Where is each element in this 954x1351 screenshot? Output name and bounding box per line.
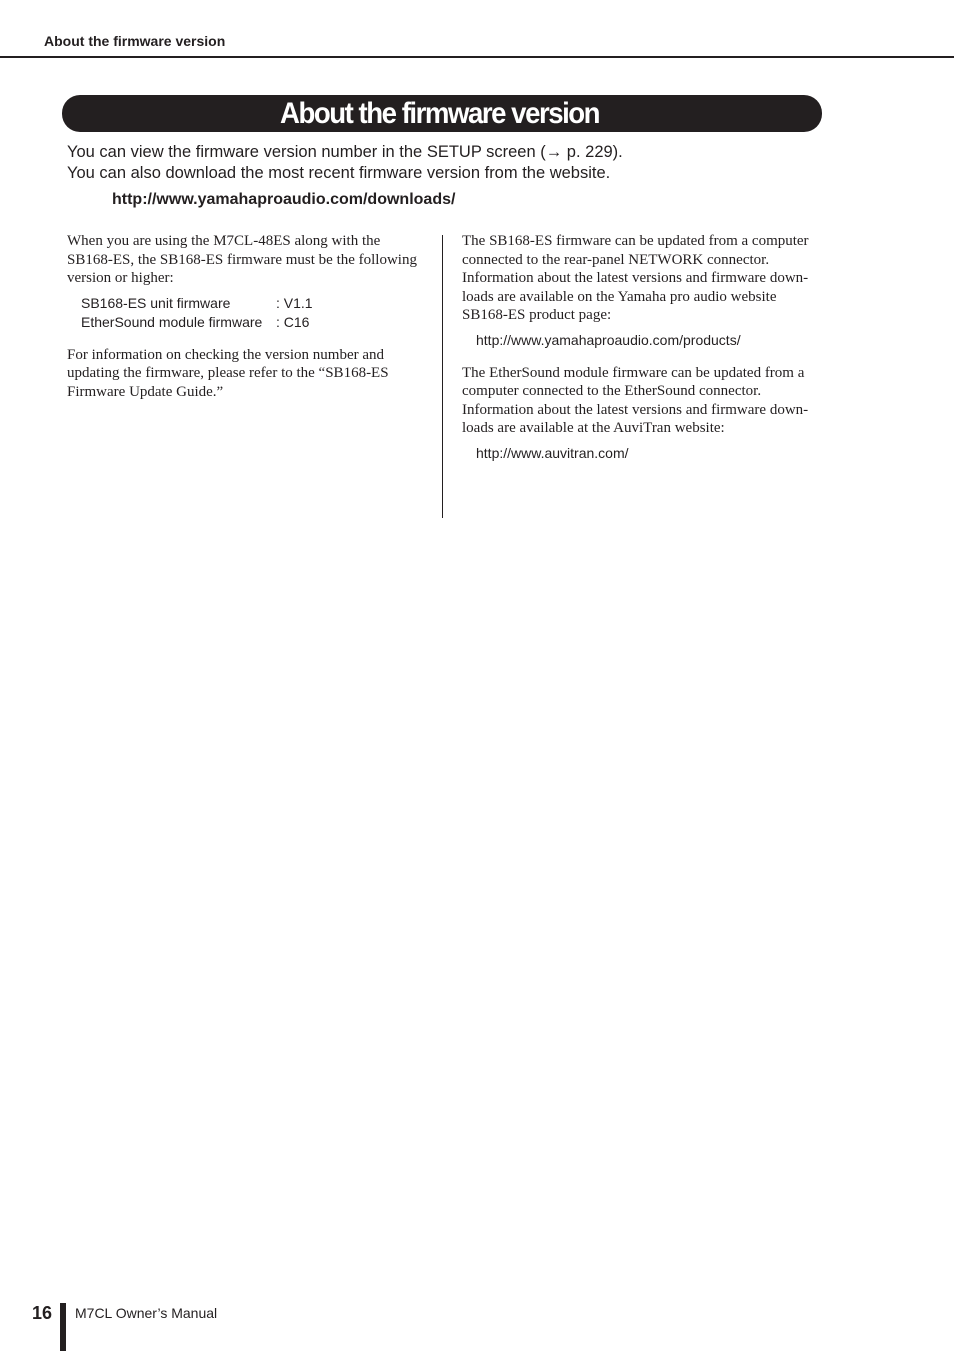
intro-text	[67, 142, 827, 184]
right-para2-line: Information about the latest versions and firmware down-	[462, 401, 809, 418]
left-column	[67, 232, 427, 401]
download-url-link[interactable]: http://www.yamahaproaudio.com/downloads/	[112, 191, 456, 208]
left-para2-line: updating the firmware, please refer to the “SB168-ES	[67, 365, 389, 381]
right-column	[462, 232, 822, 463]
left-para2-line: For information on checking the version number and	[67, 346, 385, 363]
intro-line-1: You can view the firmware version number in the SETUP screen (→ p. 229).	[67, 143, 623, 161]
right-para1-line: connected to the rear-panel NETWORK connector.	[462, 251, 770, 268]
left-para1-line: version or higher:	[67, 270, 174, 286]
section-title-bar	[62, 95, 822, 132]
products-url-link[interactable]: http://www.yamahaproaudio.com/products/	[476, 331, 741, 348]
right-para1-line: Information about the latest versions and firmware down-	[462, 270, 809, 286]
page-number: 16	[32, 1303, 53, 1323]
section-title: About the firmware version	[280, 97, 600, 130]
intro-line-2: You can also download the most recent firmware version from the website.	[67, 164, 611, 182]
left-para1-line: SB168-ES, the SB168-ES firmware must be the following	[67, 251, 417, 268]
requirement-label: EtherSound module firmware	[81, 313, 263, 330]
firmware-requirements	[81, 294, 427, 332]
requirement-label: SB168-ES unit firmware	[81, 294, 231, 311]
requirement-value: : V1.1	[276, 294, 313, 311]
right-para1-line: SB168-ES product page:	[462, 307, 612, 323]
header-rule	[0, 56, 954, 58]
right-para1-line: loads are available on the Yamaha pro audio website	[462, 288, 777, 305]
requirement-value: : C16	[276, 313, 310, 330]
right-para2-line: loads are available at the AuviTran website:	[462, 420, 725, 436]
footer-bar	[60, 1303, 66, 1351]
left-para2-line: Firmware Update Guide.”	[67, 383, 224, 400]
requirement-row	[81, 294, 427, 313]
requirement-row	[81, 313, 427, 332]
right-para2-line: The EtherSound module firmware can be updated from a	[462, 364, 805, 381]
right-para1-line: The SB168-ES firmware can be updated from a computer	[462, 233, 809, 249]
left-para1-line: When you are using the M7CL-48ES along with the	[67, 233, 381, 249]
manual-title: M7CL Owner’s Manual	[75, 1305, 218, 1321]
column-divider	[442, 235, 443, 518]
auvitran-url-link[interactable]: http://www.auvitran.com/	[476, 444, 629, 461]
right-para2-line: computer connected to the EtherSound connector.	[462, 383, 762, 399]
running-header: About the firmware version	[44, 33, 226, 49]
